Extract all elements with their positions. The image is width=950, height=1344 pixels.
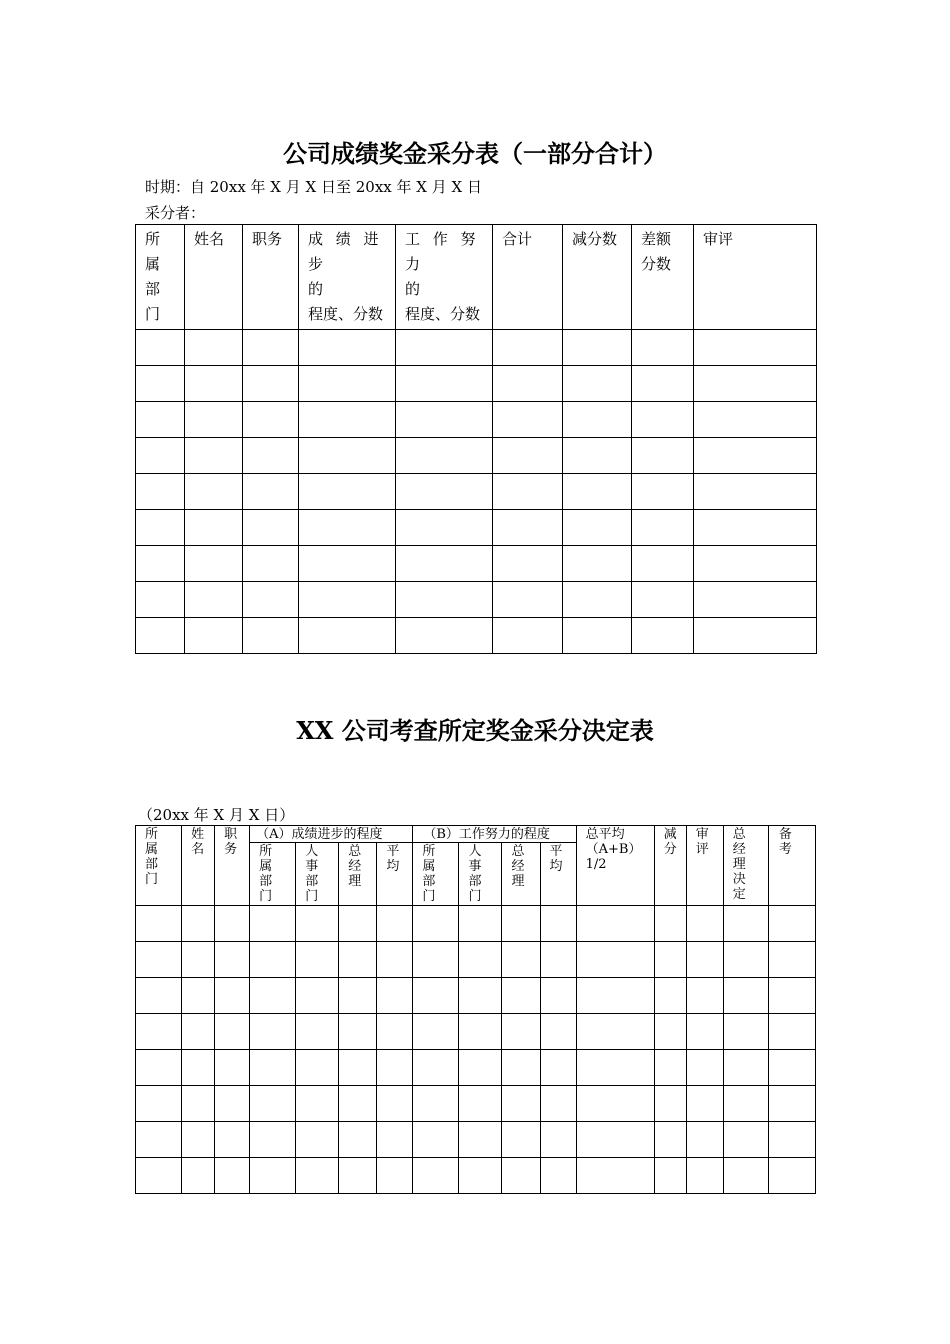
empty-cell[interactable] [694, 546, 817, 582]
form1-period: 时期：自 20xx 年 X 月 X 日至 20xx 年 X 月 X 日 [145, 178, 482, 196]
empty-cell[interactable] [723, 1050, 768, 1086]
table-row [136, 618, 817, 654]
empty-cell[interactable] [632, 582, 694, 618]
empty-cell[interactable] [694, 618, 817, 654]
empty-cell[interactable] [182, 978, 215, 1014]
empty-cell[interactable] [136, 330, 185, 366]
empty-cell[interactable] [182, 1050, 215, 1086]
empty-cell[interactable] [540, 942, 576, 978]
empty-cell[interactable] [694, 582, 817, 618]
form1-title: 公司成绩奖金采分表（一部分合计） [283, 139, 667, 168]
empty-cell[interactable] [377, 1122, 413, 1158]
empty-cell[interactable] [339, 906, 377, 942]
empty-cell[interactable] [339, 942, 377, 978]
empty-cell[interactable] [576, 1014, 654, 1050]
empty-cell[interactable] [723, 1158, 768, 1194]
header-effort: 工 作 努 力 的 程度、分数 [396, 225, 493, 330]
empty-cell[interactable] [243, 438, 299, 474]
table-row [136, 510, 817, 546]
empty-cell[interactable] [396, 510, 493, 546]
empty-cell[interactable] [136, 546, 185, 582]
table-row [136, 546, 817, 582]
empty-cell[interactable] [694, 510, 817, 546]
table-header-row [136, 225, 817, 330]
empty-cell[interactable] [182, 942, 215, 978]
empty-cell[interactable] [396, 402, 493, 438]
empty-cell[interactable] [299, 474, 396, 510]
empty-cell[interactable] [694, 438, 817, 474]
empty-cell[interactable] [215, 1086, 250, 1122]
empty-cell[interactable] [493, 510, 563, 546]
empty-cell[interactable] [136, 1014, 182, 1050]
empty-cell[interactable] [299, 582, 396, 618]
header-progress: 成 绩 进 步 的 程度、分数 [299, 225, 396, 330]
empty-cell[interactable] [215, 906, 250, 942]
empty-cell[interactable] [694, 366, 817, 402]
empty-cell[interactable] [413, 1158, 459, 1194]
empty-cell[interactable] [377, 906, 413, 942]
empty-cell[interactable] [723, 906, 768, 942]
form1-scorer: 采分者： [145, 204, 206, 222]
empty-cell[interactable] [540, 1086, 576, 1122]
empty-cell[interactable] [136, 438, 185, 474]
empty-cell[interactable] [502, 1014, 540, 1050]
empty-cell[interactable] [540, 1014, 576, 1050]
empty-cell[interactable] [686, 978, 723, 1014]
empty-cell[interactable] [459, 1014, 502, 1050]
empty-cell[interactable] [694, 474, 817, 510]
empty-cell[interactable] [250, 1014, 296, 1050]
empty-cell[interactable] [250, 978, 296, 1014]
subheader-a-dept: 所属部门 [250, 843, 296, 906]
empty-cell[interactable] [493, 474, 563, 510]
empty-cell[interactable] [502, 1122, 540, 1158]
empty-cell[interactable] [136, 402, 185, 438]
empty-cell[interactable] [413, 978, 459, 1014]
empty-cell[interactable] [632, 402, 694, 438]
header-position: 职务 [243, 225, 299, 330]
empty-cell[interactable] [243, 582, 299, 618]
empty-cell[interactable] [723, 942, 768, 978]
empty-cell[interactable] [250, 942, 296, 978]
empty-cell[interactable] [459, 1050, 502, 1086]
empty-cell[interactable] [540, 1158, 576, 1194]
empty-cell[interactable] [563, 618, 632, 654]
table-row [136, 1158, 816, 1194]
empty-cell[interactable] [243, 474, 299, 510]
empty-cell[interactable] [396, 582, 493, 618]
table-row [136, 402, 817, 438]
table-row [136, 906, 816, 942]
empty-cell[interactable] [136, 906, 182, 942]
empty-cell[interactable] [136, 978, 182, 1014]
empty-cell[interactable] [686, 1050, 723, 1086]
empty-cell[interactable] [493, 438, 563, 474]
subheader-a-hr: 人事部门 [296, 843, 339, 906]
empty-cell[interactable] [768, 1050, 815, 1086]
empty-cell[interactable] [723, 1122, 768, 1158]
empty-cell[interactable] [413, 1122, 459, 1158]
empty-cell[interactable] [563, 582, 632, 618]
empty-cell[interactable] [686, 1122, 723, 1158]
empty-cell[interactable] [502, 978, 540, 1014]
empty-cell[interactable] [182, 906, 215, 942]
empty-cell[interactable] [768, 978, 815, 1014]
empty-cell[interactable] [243, 618, 299, 654]
table-row [136, 474, 817, 510]
empty-cell[interactable] [540, 1122, 576, 1158]
empty-cell[interactable] [459, 1158, 502, 1194]
subheader-b-dept: 所属部门 [413, 843, 459, 906]
header-group-b: （B）工作努力的程度 [413, 826, 576, 843]
header-name: 姓名 [182, 826, 215, 906]
table-row [136, 942, 816, 978]
empty-cell[interactable] [296, 1122, 339, 1158]
empty-cell[interactable] [576, 942, 654, 978]
empty-cell[interactable] [299, 402, 396, 438]
empty-cell[interactable] [136, 1122, 182, 1158]
empty-cell[interactable] [686, 1158, 723, 1194]
empty-cell[interactable] [459, 906, 502, 942]
empty-cell[interactable] [563, 510, 632, 546]
header-remark: 备考 [768, 826, 815, 906]
header-dept: 所属部门 [136, 826, 182, 906]
empty-cell[interactable] [632, 618, 694, 654]
empty-cell[interactable] [654, 1158, 686, 1194]
form2-title: XX 公司考查所定奖金采分决定表 [296, 716, 654, 745]
empty-cell[interactable] [377, 1086, 413, 1122]
empty-cell[interactable] [654, 1122, 686, 1158]
empty-cell[interactable] [215, 1122, 250, 1158]
empty-cell[interactable] [377, 1050, 413, 1086]
empty-cell[interactable] [686, 906, 723, 942]
empty-cell[interactable] [215, 1158, 250, 1194]
empty-cell[interactable] [576, 906, 654, 942]
empty-cell[interactable] [493, 366, 563, 402]
empty-cell[interactable] [502, 942, 540, 978]
empty-cell[interactable] [136, 618, 185, 654]
empty-cell[interactable] [296, 942, 339, 978]
empty-cell[interactable] [299, 510, 396, 546]
empty-cell[interactable] [396, 618, 493, 654]
empty-cell[interactable] [396, 438, 493, 474]
header-gm-decision: 总经理决定 [723, 826, 768, 906]
empty-cell[interactable] [632, 438, 694, 474]
empty-cell[interactable] [540, 906, 576, 942]
empty-cell[interactable] [576, 1122, 654, 1158]
empty-cell[interactable] [185, 474, 243, 510]
empty-cell[interactable] [654, 942, 686, 978]
empty-cell[interactable] [243, 330, 299, 366]
empty-cell[interactable] [396, 474, 493, 510]
header-deduction: 减分数 [563, 225, 632, 330]
empty-cell[interactable] [540, 978, 576, 1014]
empty-cell[interactable] [136, 1050, 182, 1086]
empty-cell[interactable] [576, 978, 654, 1014]
empty-cell[interactable] [299, 330, 396, 366]
empty-cell[interactable] [493, 330, 563, 366]
empty-cell[interactable] [632, 510, 694, 546]
empty-cell[interactable] [296, 1158, 339, 1194]
empty-cell[interactable] [299, 366, 396, 402]
empty-cell[interactable] [185, 402, 243, 438]
empty-cell[interactable] [243, 366, 299, 402]
empty-cell[interactable] [632, 330, 694, 366]
empty-cell[interactable] [632, 366, 694, 402]
table-row [136, 438, 817, 474]
empty-cell[interactable] [185, 582, 243, 618]
header-comment: 审评 [686, 826, 723, 906]
empty-cell[interactable] [413, 906, 459, 942]
empty-cell[interactable] [243, 510, 299, 546]
bonus-score-table [135, 224, 817, 654]
empty-cell[interactable] [396, 366, 493, 402]
table-row [136, 1086, 816, 1122]
empty-cell[interactable] [339, 1050, 377, 1086]
table-row [136, 978, 816, 1014]
empty-cell[interactable] [250, 1050, 296, 1086]
table-row [136, 582, 817, 618]
bonus-decision-table [135, 825, 816, 1194]
table-row [136, 1014, 816, 1050]
empty-cell[interactable] [185, 330, 243, 366]
empty-cell[interactable] [632, 474, 694, 510]
empty-cell[interactable] [339, 1014, 377, 1050]
table-row [136, 1050, 816, 1086]
empty-cell[interactable] [377, 1014, 413, 1050]
table-row [136, 330, 817, 366]
header-group-a: （A）成绩进步的程度 [250, 826, 413, 843]
empty-cell[interactable] [493, 546, 563, 582]
empty-cell[interactable] [296, 1050, 339, 1086]
empty-cell[interactable] [185, 546, 243, 582]
empty-cell[interactable] [686, 1014, 723, 1050]
empty-cell[interactable] [768, 1158, 815, 1194]
empty-cell[interactable] [459, 1122, 502, 1158]
empty-cell[interactable] [686, 942, 723, 978]
empty-cell[interactable] [185, 510, 243, 546]
table-row [136, 366, 817, 402]
empty-cell[interactable] [185, 618, 243, 654]
empty-cell[interactable] [576, 1158, 654, 1194]
empty-cell[interactable] [136, 582, 185, 618]
empty-cell[interactable] [377, 942, 413, 978]
empty-cell[interactable] [654, 978, 686, 1014]
empty-cell[interactable] [250, 1158, 296, 1194]
empty-cell[interactable] [299, 618, 396, 654]
empty-cell[interactable] [243, 402, 299, 438]
empty-cell[interactable] [563, 366, 632, 402]
empty-cell[interactable] [493, 582, 563, 618]
empty-cell[interactable] [768, 942, 815, 978]
empty-cell[interactable] [243, 546, 299, 582]
header-total: 合计 [493, 225, 563, 330]
empty-cell[interactable] [296, 978, 339, 1014]
empty-cell[interactable] [413, 942, 459, 978]
empty-cell[interactable] [215, 978, 250, 1014]
empty-cell[interactable] [654, 1086, 686, 1122]
empty-cell[interactable] [768, 1086, 815, 1122]
header-diff: 差额 分数 [632, 225, 694, 330]
empty-cell[interactable] [723, 1014, 768, 1050]
empty-cell[interactable] [540, 1050, 576, 1086]
subheader-a-avg: 平均 [377, 843, 413, 906]
empty-cell[interactable] [339, 1122, 377, 1158]
empty-cell[interactable] [563, 330, 632, 366]
empty-cell[interactable] [299, 546, 396, 582]
subheader-b-gm: 总经理 [502, 843, 540, 906]
empty-cell[interactable] [299, 438, 396, 474]
empty-cell[interactable] [339, 1158, 377, 1194]
empty-cell[interactable] [413, 1050, 459, 1086]
empty-cell[interactable] [136, 1158, 182, 1194]
empty-cell[interactable] [136, 366, 185, 402]
empty-cell[interactable] [182, 1086, 215, 1122]
empty-cell[interactable] [723, 1086, 768, 1122]
empty-cell[interactable] [459, 978, 502, 1014]
empty-cell[interactable] [723, 978, 768, 1014]
empty-cell[interactable] [563, 474, 632, 510]
empty-cell[interactable] [377, 1158, 413, 1194]
empty-cell[interactable] [296, 1014, 339, 1050]
empty-cell[interactable] [296, 906, 339, 942]
empty-cell[interactable] [502, 1050, 540, 1086]
empty-cell[interactable] [182, 1122, 215, 1158]
empty-cell[interactable] [576, 1050, 654, 1086]
header-name: 姓名 [185, 225, 243, 330]
form2-date: （20xx 年 X 月 X 日） [138, 806, 295, 824]
empty-cell[interactable] [654, 906, 686, 942]
empty-cell[interactable] [296, 1086, 339, 1122]
empty-cell[interactable] [563, 402, 632, 438]
header-deduction: 减分 [654, 826, 686, 906]
subheader-a-gm: 总经理 [339, 843, 377, 906]
empty-cell[interactable] [502, 906, 540, 942]
subheader-b-avg: 平均 [540, 843, 576, 906]
empty-cell[interactable] [185, 366, 243, 402]
empty-cell[interactable] [339, 1086, 377, 1122]
empty-cell[interactable] [215, 1050, 250, 1086]
empty-cell[interactable] [136, 942, 182, 978]
empty-cell[interactable] [694, 330, 817, 366]
empty-cell[interactable] [215, 1014, 250, 1050]
header-comment: 审评 [694, 225, 817, 330]
empty-cell[interactable] [396, 330, 493, 366]
empty-cell[interactable] [250, 1086, 296, 1122]
empty-cell[interactable] [136, 510, 185, 546]
empty-cell[interactable] [686, 1086, 723, 1122]
empty-cell[interactable] [493, 618, 563, 654]
empty-cell[interactable] [136, 1086, 182, 1122]
empty-cell[interactable] [459, 1086, 502, 1122]
empty-cell[interactable] [502, 1158, 540, 1194]
empty-cell[interactable] [502, 1086, 540, 1122]
empty-cell[interactable] [563, 546, 632, 582]
table-row [136, 1122, 816, 1158]
table-header-row [136, 826, 816, 843]
empty-cell[interactable] [413, 1086, 459, 1122]
empty-cell[interactable] [182, 1158, 215, 1194]
subheader-b-hr: 人事部门 [459, 843, 502, 906]
empty-cell[interactable] [654, 1050, 686, 1086]
empty-cell[interactable] [250, 906, 296, 942]
empty-cell[interactable] [215, 942, 250, 978]
empty-cell[interactable] [654, 1014, 686, 1050]
empty-cell[interactable] [250, 1122, 296, 1158]
empty-cell[interactable] [493, 402, 563, 438]
empty-cell[interactable] [396, 546, 493, 582]
empty-cell[interactable] [182, 1014, 215, 1050]
empty-cell[interactable] [768, 1014, 815, 1050]
empty-cell[interactable] [768, 1122, 815, 1158]
empty-cell[interactable] [632, 546, 694, 582]
empty-cell[interactable] [339, 978, 377, 1014]
empty-cell[interactable] [377, 978, 413, 1014]
empty-cell[interactable] [576, 1086, 654, 1122]
empty-cell[interactable] [563, 438, 632, 474]
empty-cell[interactable] [185, 438, 243, 474]
header-total-average: 总平均 （A+B） 1/2 [576, 826, 654, 906]
empty-cell[interactable] [768, 906, 815, 942]
empty-cell[interactable] [413, 1014, 459, 1050]
empty-cell[interactable] [136, 474, 185, 510]
header-dept: 所属部门 [136, 225, 185, 330]
empty-cell[interactable] [694, 402, 817, 438]
empty-cell[interactable] [459, 942, 502, 978]
header-position: 职务 [215, 826, 250, 906]
